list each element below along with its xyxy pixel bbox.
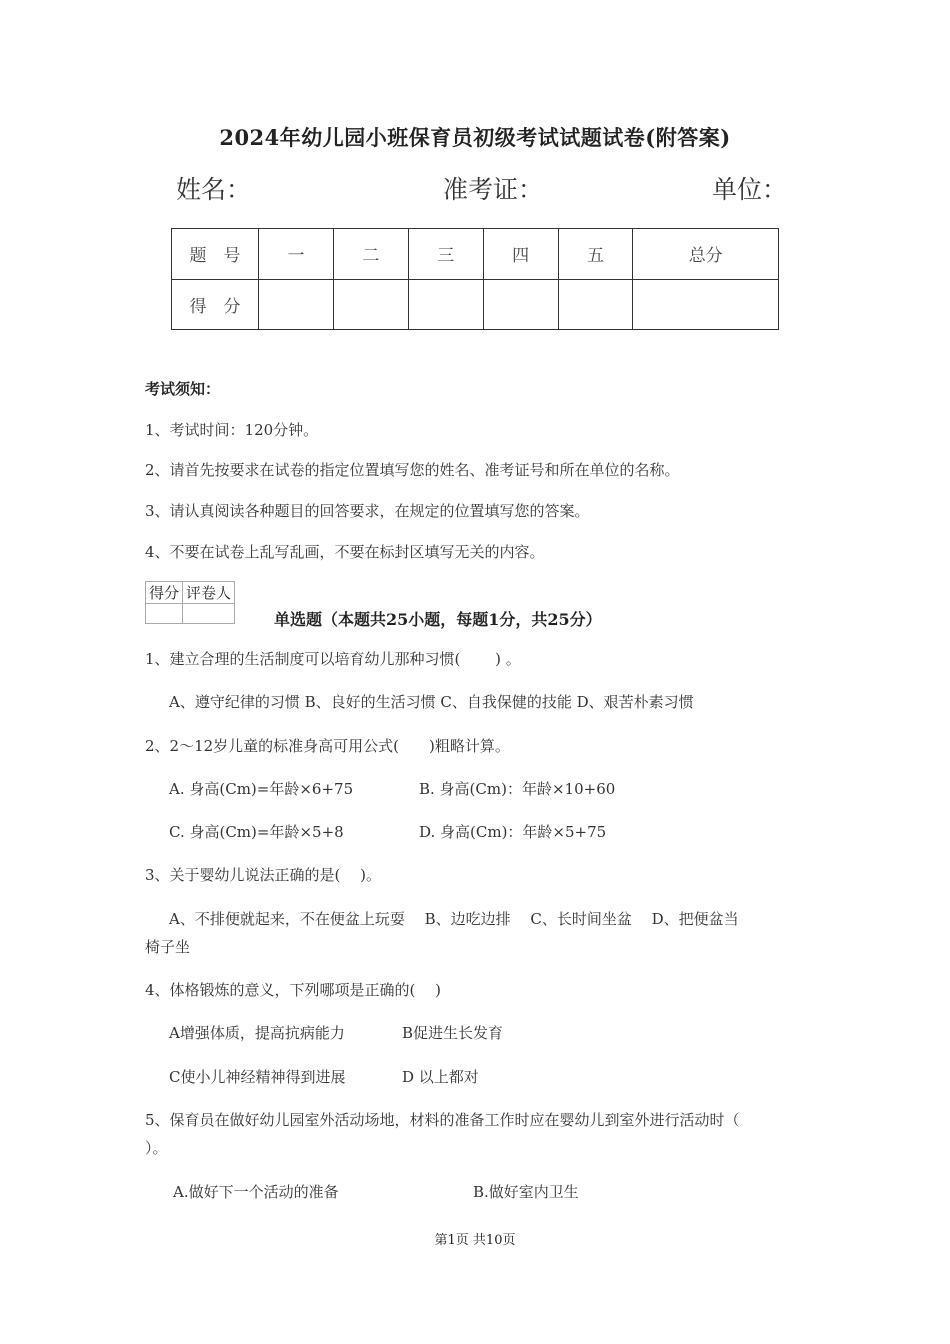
- question-4-option-d: D 以上都对: [402, 1068, 479, 1086]
- header-cell: 一: [259, 229, 334, 280]
- grader-score-cell[interactable]: [146, 604, 183, 624]
- notice-item: 1、考试时间：120分钟。: [145, 421, 319, 439]
- notice-item: 2、请首先按要求在试卷的指定位置填写您的姓名、准考证号和所在单位的名称。: [145, 461, 680, 479]
- unit-label: 单位：: [712, 175, 788, 204]
- grader-score-label: 得分: [146, 582, 183, 604]
- score-cell[interactable]: [633, 279, 779, 330]
- grader-box: [145, 581, 235, 624]
- page-footer: 第1页 共10页: [434, 1233, 516, 1248]
- header-cell: 题 号: [172, 229, 259, 280]
- header-cell: 五: [558, 229, 633, 280]
- header-cell: 总分: [633, 229, 779, 280]
- score-cell[interactable]: [558, 279, 633, 330]
- exam-number-label: 准考证：: [443, 175, 544, 204]
- score-cell[interactable]: [483, 279, 558, 330]
- score-cell[interactable]: [259, 279, 334, 330]
- question-4-option-c: C使小儿神经精神得到进展: [169, 1068, 346, 1086]
- question-5-continued: ）。: [145, 1139, 168, 1157]
- grader-reviewer-cell[interactable]: [183, 604, 235, 624]
- question-5-option-b: B.做好室内卫生: [473, 1183, 579, 1201]
- question-2-option-d: D. 身高(Cm)：年龄×5+75: [419, 823, 607, 841]
- question-2-option-c: C. 身高(Cm)=年龄×5+8: [169, 823, 344, 841]
- notice-title: 考试须知：: [145, 380, 221, 398]
- name-label: 姓名：: [176, 175, 252, 204]
- notice-item: 4、不要在试卷上乱写乱画，不要在标封区填写无关的内容。: [145, 543, 545, 561]
- exam-title: 2024年幼儿园小班保育员初级考试试题试卷(附答案): [219, 125, 731, 150]
- question-1: 1、建立合理的生活制度可以培育幼儿那种习惯( ) 。: [145, 650, 521, 668]
- header-cell: 三: [408, 229, 483, 280]
- question-5: 5、保育员在做好幼儿园室外活动场地，材料的准备工作时应在婴幼儿到室外进行活动时（: [145, 1111, 740, 1129]
- score-cell[interactable]: [408, 279, 483, 330]
- question-4-option-b: B促进生长发育: [402, 1024, 504, 1042]
- grader-reviewer-label: 评卷人: [183, 582, 235, 604]
- question-2: 2、2～12岁儿童的标准身高可用公式( )粗略计算。: [145, 737, 510, 755]
- question-1-options: A、遵守纪律的习惯 B、良好的生活习惯 C、自我保健的技能 D、艰苦朴素习惯: [169, 693, 694, 711]
- question-4: 4、体格锻炼的意义，下列哪项是正确的( ): [145, 981, 442, 999]
- question-3: 3、关于婴幼儿说法正确的是( )。: [145, 866, 382, 884]
- question-5-option-a: A.做好下一个活动的准备: [173, 1183, 339, 1201]
- header-cell: 四: [483, 229, 558, 280]
- score-table: [171, 228, 779, 330]
- question-3-options-continued: 椅子坐: [145, 938, 191, 956]
- question-3-options: A、不排便就起来，不在便盆上玩耍 B、边吃边排 C、长时间坐盆 D、把便盆当: [169, 910, 739, 928]
- header-cell: 二: [333, 229, 408, 280]
- score-table-score-row: [172, 279, 779, 330]
- section-title: 单选题（本题共25小题，每题1分，共25分）: [274, 610, 602, 629]
- question-4-option-a: A增强体质，提高抗病能力: [169, 1024, 345, 1042]
- question-2-option-b: B. 身高(Cm)：年龄×10+60: [419, 780, 616, 798]
- notice-item: 3、请认真阅读各种题目的回答要求，在规定的位置填写您的答案。: [145, 502, 590, 520]
- score-row-label: 得 分: [172, 279, 259, 330]
- question-2-option-a: A. 身高(Cm)=年龄×6+75: [169, 780, 354, 798]
- score-cell[interactable]: [333, 279, 408, 330]
- score-table-header-row: [172, 229, 779, 280]
